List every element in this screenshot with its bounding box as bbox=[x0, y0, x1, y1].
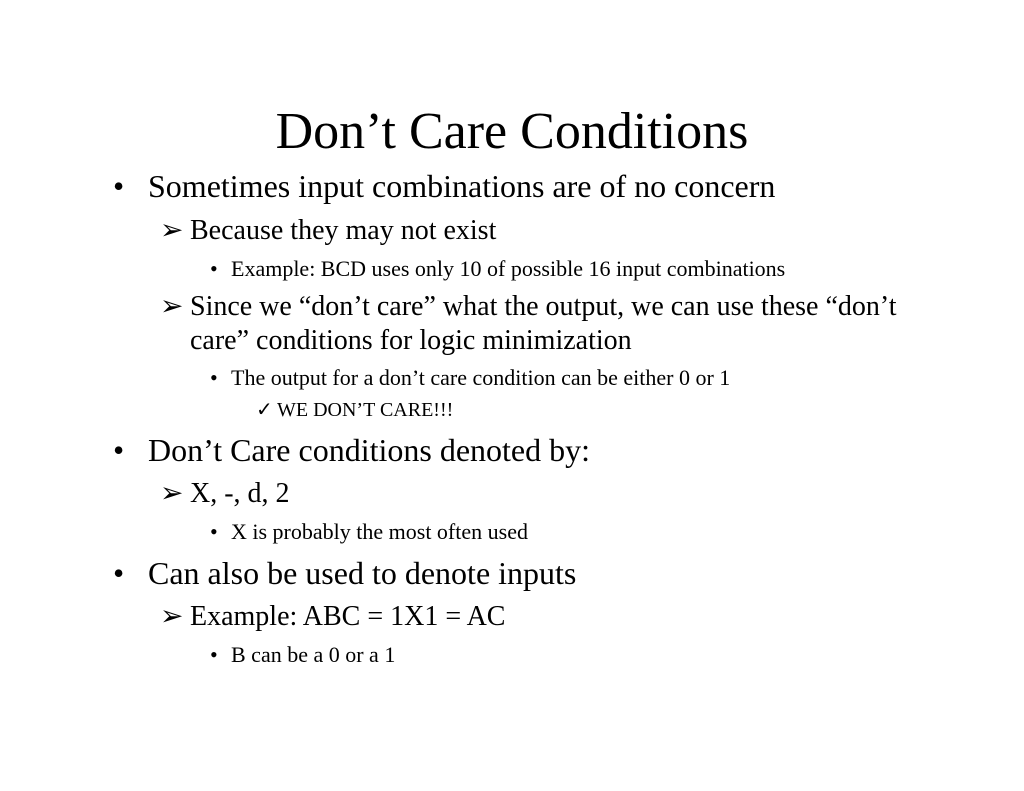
bullet-text: Sometimes input combinations are of no concern bbox=[148, 168, 776, 204]
detail-text: B can be a 0 or a 1 bbox=[231, 642, 396, 667]
check-text: WE DON’T CARE!!! bbox=[277, 399, 454, 421]
checkmark-icon: ✓ bbox=[256, 399, 273, 421]
sub-bullet-text: Example: ABC = 1X1 = AC bbox=[190, 601, 506, 632]
detail-text: Example: BCD uses only 10 of possible 16 input combinations bbox=[231, 256, 786, 281]
slide-title: Don’t Care Conditions bbox=[275, 103, 749, 160]
bullet-icon: • bbox=[210, 519, 218, 544]
detail-text: The output for a don’t care condition can be either 0 or 1 bbox=[231, 365, 731, 390]
bullet-icon: • bbox=[210, 642, 218, 667]
arrow-bullet-icon: ➢ bbox=[160, 215, 184, 246]
sub-bullet-text: X, -, d, 2 bbox=[190, 478, 290, 509]
bullet-icon: • bbox=[113, 555, 125, 591]
arrow-bullet-icon: ➢ bbox=[160, 478, 184, 509]
bullet-text: Can also be used to denote inputs bbox=[148, 555, 577, 591]
sub-bullet-text: Since we “don’t care” what the output, we can use these “don’t care” conditions for logic minimization bbox=[190, 291, 897, 356]
bullet-text: Don’t Care conditions denoted by: bbox=[148, 432, 590, 468]
detail-text: X is probably the most often used bbox=[231, 519, 528, 544]
bullet-icon: • bbox=[113, 168, 125, 204]
bullet-icon: • bbox=[210, 365, 218, 390]
bullet-icon: • bbox=[210, 256, 218, 281]
bullet-icon: • bbox=[113, 432, 125, 468]
sub-bullet-text: Because they may not exist bbox=[190, 215, 497, 246]
arrow-bullet-icon: ➢ bbox=[160, 291, 184, 322]
arrow-bullet-icon: ➢ bbox=[160, 601, 184, 632]
